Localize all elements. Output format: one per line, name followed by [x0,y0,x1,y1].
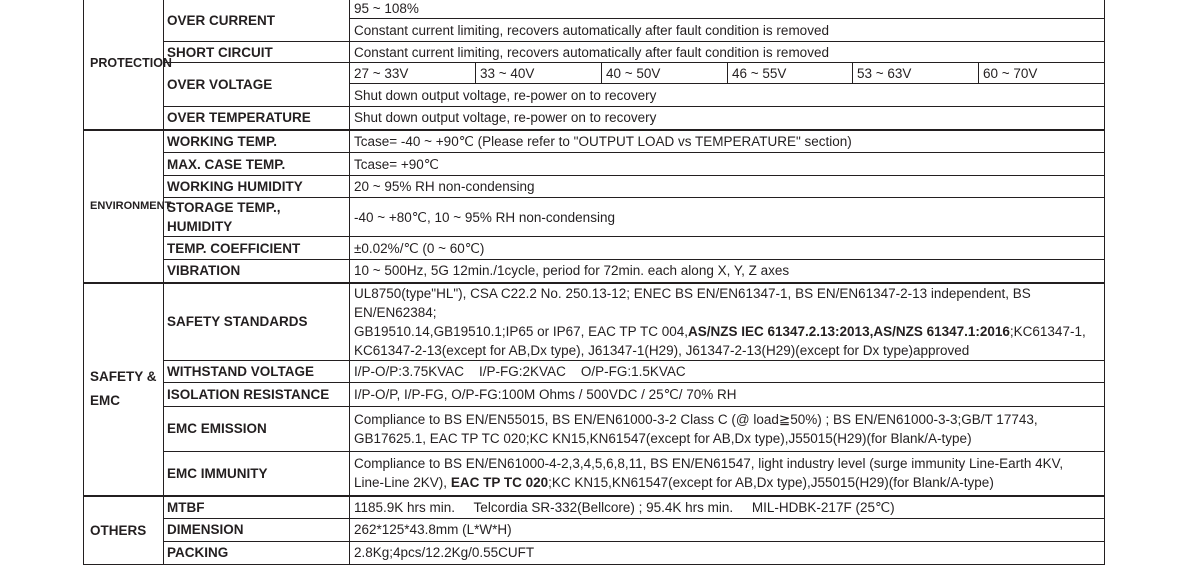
row-temp-coefficient [84,237,1105,260]
safety-standards-line2b: AS/NZS IEC 61347.2.13:2013,AS/NZS 61347.1:2016 [687,323,1010,339]
item-isolation-resistance: ISOLATION RESISTANCE [164,382,350,406]
isolation-resistance-value: I/P-O/P, I/P-FG, O/P-FG:100M Ohms / 500VDC / 25℃/ 70% RH [350,382,1105,406]
packing-value: 2.8Kg;4pcs/12.2Kg/0.55CUFT [350,541,1105,564]
vibration-value: 10 ~ 500Hz, 5G 12min./1cycle, period for 72min. each along X, Y, Z axes [350,260,1105,283]
emc-immunity-line2c: ;KC KN15,KN61547(except for AB,Dx type),J55015(H29)(for Blank/A-type) [548,475,994,491]
over-voltage-range: 27 ~ 33V [350,63,476,84]
max-case-temp-value: Tcase= +90℃ [350,153,1105,176]
item-withstand-voltage: WITHSTAND VOLTAGE [164,360,350,382]
emc-immunity-value [350,451,1105,496]
item-max-case-temp: MAX. CASE TEMP. [164,153,350,176]
over-voltage-range: 33 ~ 40V [476,63,602,84]
category-safety-emc [84,283,164,497]
category-others: OTHERS [84,496,164,564]
item-safety-standards: SAFETY STANDARDS [164,283,350,361]
row-withstand-voltage [84,360,1105,382]
mtbf-value: 1185.9K hrs min. Telcordia SR-332(Bellcore) ; 95.4K hrs min. MIL-HDBK-217F (25℃) [350,496,1105,518]
item-over-current: OVER CURRENT [164,0,350,42]
row-dimension [84,518,1105,541]
row-emc-emission [84,406,1105,451]
item-storage: STORAGE TEMP., HUMIDITY [164,198,350,237]
safety-standards-line3: KC61347-2-13(except for AB,Dx type), J61347-1(H29), J61347-2-13(H29)(except for Dx type)approved [354,342,970,358]
row-emc-immunity [84,451,1105,496]
emc-immunity-line2b: EAC TP TC 020 [450,475,549,491]
item-emc-immunity: EMC IMMUNITY [164,451,350,496]
item-packing: PACKING [164,541,350,564]
category-safety-label-1: SAFETY & [90,369,157,385]
row-isolation-resistance [84,382,1105,406]
item-temp-coefficient: TEMP. COEFFICIENT [164,237,350,260]
temp-coefficient-value: ±0.02%/℃ (0 ~ 60℃) [350,237,1105,260]
emc-emission-line1: Compliance to BS EN/EN55015, BS EN/EN61000-3-2 Class C (@ load≧50%) ; BS EN/EN61000-3-3;GB/T 17743, [354,411,1038,427]
item-mtbf: MTBF [164,496,350,518]
short-circuit-desc: Constant current limiting, recovers automatically after fault condition is removed [350,42,1105,63]
item-working-temp: WORKING TEMP. [164,130,350,153]
item-vibration: VIBRATION [164,260,350,283]
item-short-circuit: SHORT CIRCUIT [164,42,350,63]
safety-standards-value [350,283,1105,361]
row-short-circuit [84,42,1105,63]
working-temp-value: Tcase= -40 ~ +90℃ (Please refer to "OUTPUT LOAD vs TEMPERATURE" section) [350,130,1105,153]
over-current-range: 95 ~ 108% [350,0,1105,19]
over-voltage-range: 40 ~ 50V [602,63,728,84]
row-packing [84,541,1105,564]
row-storage [84,198,1105,237]
emc-emission-value [350,406,1105,451]
row-max-case-temp [84,153,1105,176]
row-working-humidity [84,176,1105,198]
row-over-temperature [84,107,1105,130]
category-safety-label-2: EMC [90,393,120,409]
emc-emission-line2: GB17625.1, EAC TP TC 020;KC KN15,KN61547(except for AB,Dx type),J55015(H29)(for Blank/A-type) [354,430,972,446]
dimension-value: 262*125*43.8mm (L*W*H) [350,518,1105,541]
row-over-voltage [84,63,1105,84]
emc-immunity-line1: Compliance to BS EN/EN61000-4-2,3,4,5,6,8,11, BS EN/EN61547, light industry level (surge immunity Line-Earth 4KV, [354,456,1064,472]
storage-value: -40 ~ +80℃, 10 ~ 95% RH non-condensing [350,198,1105,237]
item-working-humidity: WORKING HUMIDITY [164,176,350,198]
over-voltage-range: 53 ~ 63V [853,63,979,84]
safety-standards-line2a: GB19510.14,GB19510.1;IP65 or IP67, EAC TP TC 004, [354,323,688,339]
item-over-voltage: OVER VOLTAGE [164,63,350,107]
row-over-current [84,0,1105,19]
item-emc-emission: EMC EMISSION [164,406,350,451]
emc-immunity-line2a: Line-Line 2KV), [354,475,451,491]
item-over-temperature: OVER TEMPERATURE [164,107,350,130]
over-voltage-desc: Shut down output voltage, re-power on to recovery [350,84,1105,107]
withstand-voltage-value: I/P-O/P:3.75KVAC I/P-FG:2KVAC O/P-FG:1.5KVAC [350,360,1105,382]
safety-standards-line1: UL8750(type"HL"), CSA C22.2 No. 250.13-12; ENEC BS EN/EN61347-1, BS EN/EN61347-2-13 independent, BS EN/EN62384; [354,285,1031,320]
category-environment: ENVIRONMENT [84,130,164,283]
row-safety-standards [84,283,1105,361]
row-mtbf [84,496,1105,518]
category-protection: PROTECTION [84,0,164,130]
spec-table [83,0,1105,565]
over-voltage-range: 60 ~ 70V [979,63,1105,84]
safety-standards-line2c: ;KC61347-1, [1009,323,1086,339]
item-dimension: DIMENSION [164,518,350,541]
working-humidity-value: 20 ~ 95% RH non-condensing [350,176,1105,198]
over-current-desc: Constant current limiting, recovers automatically after fault condition is removed [350,19,1105,42]
over-temperature-desc: Shut down output voltage, re-power on to recovery [350,107,1105,130]
row-vibration [84,260,1105,283]
row-working-temp [84,130,1105,153]
over-voltage-range: 46 ~ 55V [728,63,853,84]
